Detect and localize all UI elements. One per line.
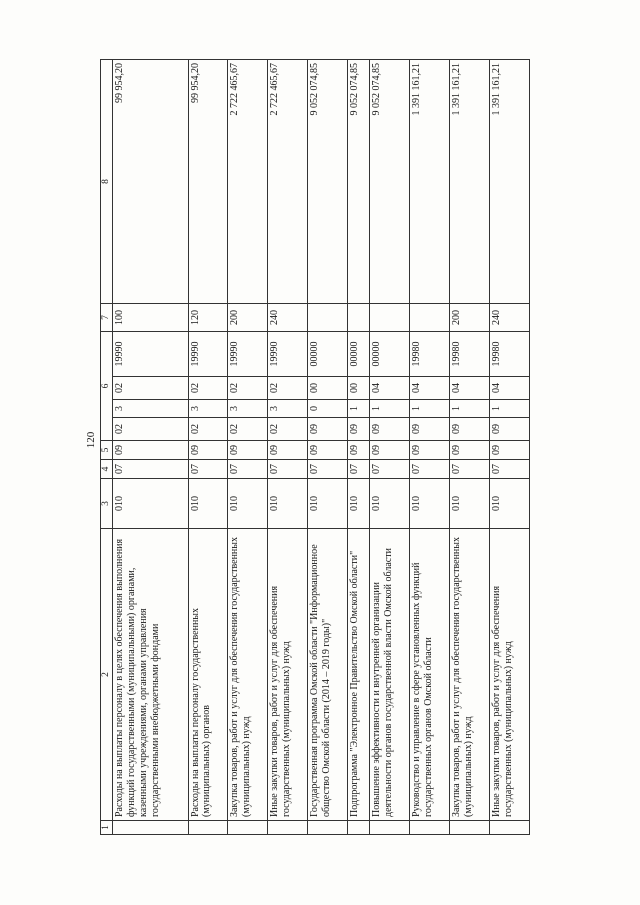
header-cell-2: 2 — [101, 529, 113, 821]
code-c6b-cell: 3 — [188, 400, 228, 418]
row-name-cell: Иные закупки товаров, работ и услуг для обеспечения государственных (муниципальных) нужд — [490, 529, 530, 821]
code-c5-cell: 09 — [348, 441, 370, 460]
code-c4-cell: 07 — [348, 460, 370, 479]
code-c7-cell — [348, 304, 370, 332]
code-c7-cell: 200 — [228, 304, 268, 332]
code-c3-cell: 010 — [188, 479, 228, 529]
code-c5-cell: 09 — [370, 441, 410, 460]
code-c6b-cell: 3 — [268, 400, 308, 418]
code-c6c-cell: 04 — [370, 377, 410, 400]
code-c6d-cell: 19990 — [268, 332, 308, 377]
amount-cell: 9 052 074,85 — [348, 60, 370, 304]
amount-cell: 99 954,20 — [188, 60, 228, 304]
header-cell-4: 4 — [101, 460, 113, 479]
budget-table — [100, 59, 530, 835]
rotated-table-frame — [100, 60, 530, 835]
code-c6a-cell: 09 — [410, 418, 450, 441]
code-c6c-cell: 00 — [348, 377, 370, 400]
code-c5-cell: 09 — [450, 441, 490, 460]
row-number-cell — [308, 821, 348, 835]
row-name-cell: Подпрограмма "Электронное Правительство Омской области" — [348, 529, 370, 821]
code-c7-cell: 240 — [268, 304, 308, 332]
code-c6a-cell: 02 — [188, 418, 228, 441]
code-c5-cell: 09 — [410, 441, 450, 460]
code-c5-cell: 09 — [113, 441, 188, 460]
code-c4-cell: 07 — [370, 460, 410, 479]
row-name-cell: Государственная программа Омской области "Информационное общество Омской области (2014 – 2019 годы)" — [308, 529, 348, 821]
code-c4-cell: 07 — [308, 460, 348, 479]
code-c3-cell: 010 — [268, 479, 308, 529]
amount-cell: 1 391 161,21 — [490, 60, 530, 304]
code-c3-cell: 010 — [308, 479, 348, 529]
table-row — [348, 60, 370, 835]
code-c6b-cell: 1 — [348, 400, 370, 418]
row-number-cell — [450, 821, 490, 835]
code-c6c-cell: 02 — [228, 377, 268, 400]
code-c3-cell: 010 — [450, 479, 490, 529]
row-name-cell: Закупка товаров, работ и услуг для обеспечения государственных (муниципальных) нужд — [450, 529, 490, 821]
row-number-cell — [188, 821, 228, 835]
code-c4-cell: 07 — [228, 460, 268, 479]
row-number-cell — [113, 821, 188, 835]
code-c6b-cell: 1 — [410, 400, 450, 418]
amount-cell: 2 722 465,67 — [268, 60, 308, 304]
code-c3-cell: 010 — [370, 479, 410, 529]
page-number: 120 — [85, 431, 97, 449]
code-c6b-cell: 0 — [308, 400, 348, 418]
code-c5-cell: 09 — [490, 441, 530, 460]
row-number-cell — [268, 821, 308, 835]
header-cell-7: 7 — [101, 304, 113, 332]
row-number-cell — [410, 821, 450, 835]
code-c5-cell: 09 — [308, 441, 348, 460]
table-row — [450, 60, 490, 835]
header-cell-5: 5 — [101, 441, 113, 460]
header-cell-6: 6 — [101, 332, 113, 441]
table-row — [308, 60, 348, 835]
code-c6d-cell: 19990 — [113, 332, 188, 377]
table-row — [268, 60, 308, 835]
code-c6c-cell: 00 — [308, 377, 348, 400]
code-c6c-cell: 02 — [268, 377, 308, 400]
table-row — [113, 60, 188, 835]
code-c5-cell: 09 — [228, 441, 268, 460]
amount-cell: 9 052 074,85 — [308, 60, 348, 304]
header-cell-8: 8 — [101, 60, 113, 304]
code-c3-cell: 010 — [490, 479, 530, 529]
amount-cell: 1 391 161,21 — [450, 60, 490, 304]
code-c4-cell: 07 — [450, 460, 490, 479]
code-c7-cell: 120 — [188, 304, 228, 332]
code-c4-cell: 07 — [410, 460, 450, 479]
code-c6a-cell: 02 — [113, 418, 188, 441]
code-c6d-cell: 00000 — [370, 332, 410, 377]
code-c4-cell: 07 — [188, 460, 228, 479]
code-c3-cell: 010 — [113, 479, 188, 529]
row-name-cell: Иные закупки товаров, работ и услуг для обеспечения государственных (муниципальных) нужд — [268, 529, 308, 821]
code-c6b-cell: 1 — [450, 400, 490, 418]
row-name-cell: Закупка товаров, работ и услуг для обеспечения государственных (муниципальных) нужд — [228, 529, 268, 821]
code-c7-cell: 240 — [490, 304, 530, 332]
code-c3-cell: 010 — [228, 479, 268, 529]
code-c7-cell: 200 — [450, 304, 490, 332]
code-c7-cell — [308, 304, 348, 332]
row-number-cell — [228, 821, 268, 835]
code-c6d-cell: 19990 — [228, 332, 268, 377]
code-c6d-cell: 00000 — [308, 332, 348, 377]
code-c6d-cell: 19980 — [490, 332, 530, 377]
code-c6d-cell: 19980 — [450, 332, 490, 377]
table-row — [410, 60, 450, 835]
table-row — [370, 60, 410, 835]
header-row — [101, 60, 113, 835]
row-name-cell: Повышение эффективности и внутренней организации деятельности органов государственной власти Омской области — [370, 529, 410, 821]
code-c6a-cell: 09 — [490, 418, 530, 441]
amount-cell: 2 722 465,67 — [228, 60, 268, 304]
code-c6b-cell: 1 — [490, 400, 530, 418]
code-c6a-cell: 09 — [308, 418, 348, 441]
row-number-cell — [370, 821, 410, 835]
row-name-cell: Расходы на выплаты персоналу государственных (муниципальных) органов — [188, 529, 228, 821]
header-cell-1: 1 — [101, 821, 113, 835]
row-number-cell — [490, 821, 530, 835]
code-c6c-cell: 04 — [490, 377, 530, 400]
row-number-cell — [348, 821, 370, 835]
code-c7-cell — [370, 304, 410, 332]
amount-cell: 99 954,20 — [113, 60, 188, 304]
code-c6b-cell: 3 — [228, 400, 268, 418]
code-c5-cell: 09 — [268, 441, 308, 460]
code-c6a-cell: 02 — [268, 418, 308, 441]
code-c7-cell: 100 — [113, 304, 188, 332]
code-c6d-cell: 19990 — [188, 332, 228, 377]
code-c6a-cell: 02 — [228, 418, 268, 441]
table-row — [188, 60, 228, 835]
code-c5-cell: 09 — [188, 441, 228, 460]
code-c7-cell — [410, 304, 450, 332]
code-c6a-cell: 09 — [370, 418, 410, 441]
code-c6d-cell: 19980 — [410, 332, 450, 377]
code-c3-cell: 010 — [410, 479, 450, 529]
header-cell-3: 3 — [101, 479, 113, 529]
code-c6a-cell: 09 — [348, 418, 370, 441]
code-c6c-cell: 04 — [450, 377, 490, 400]
code-c3-cell: 010 — [348, 479, 370, 529]
code-c6b-cell: 3 — [113, 400, 188, 418]
amount-cell: 1 391 161,21 — [410, 60, 450, 304]
code-c6d-cell: 00000 — [348, 332, 370, 377]
row-name-cell: Руководство и управление в сфере установленных функций государственных органов Омской области — [410, 529, 450, 821]
code-c6b-cell: 1 — [370, 400, 410, 418]
table-row — [490, 60, 530, 835]
code-c4-cell: 07 — [113, 460, 188, 479]
code-c6c-cell: 04 — [410, 377, 450, 400]
row-name-cell: Расходы на выплаты персоналу в целях обеспечения выполнения функций государственными (муниципальными) органами, казенными учреждениями, органами управления государственными внебюджетными фондами — [113, 529, 188, 821]
code-c6c-cell: 02 — [188, 377, 228, 400]
code-c4-cell: 07 — [268, 460, 308, 479]
amount-cell: 9 052 074,85 — [370, 60, 410, 304]
code-c4-cell: 07 — [490, 460, 530, 479]
code-c6c-cell: 02 — [113, 377, 188, 400]
code-c6a-cell: 09 — [450, 418, 490, 441]
table-row — [228, 60, 268, 835]
